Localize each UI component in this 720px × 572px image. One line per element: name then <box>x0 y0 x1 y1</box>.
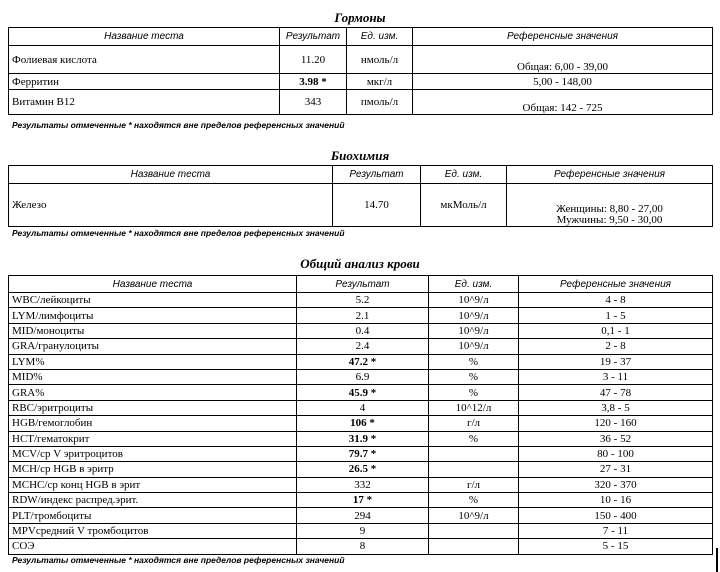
table-header-row <box>9 28 713 46</box>
header-result: Результат <box>280 28 347 46</box>
test-name: Фолиевая кислота <box>9 46 280 74</box>
test-unit: 10^9/л <box>429 308 519 323</box>
header-result: Результат <box>297 276 429 293</box>
test-name: MCH/ср HGB в эритр <box>9 462 297 477</box>
test-reference: 5,00 - 148,00 <box>413 74 713 90</box>
test-result: 9 <box>297 523 429 538</box>
reference-male: Мужчины: 9,50 - 30,00 <box>556 214 663 226</box>
test-name: GRA% <box>9 385 297 400</box>
header-test-name: Название теста <box>9 166 333 184</box>
test-reference: 320 - 370 <box>519 477 713 492</box>
table-row <box>9 90 713 115</box>
header-reference: Референсные значения <box>507 166 713 184</box>
test-unit: % <box>429 493 519 508</box>
test-result: 31.9 * <box>297 431 429 446</box>
test-result: 45.9 * <box>297 385 429 400</box>
test-name: LYM/лимфоциты <box>9 308 297 323</box>
table-row <box>9 385 713 400</box>
table-row <box>9 416 713 431</box>
table-header-row <box>9 276 713 293</box>
test-result: 5.2 <box>297 293 429 308</box>
out-of-range-note: Результаты отмеченные * находятся вне пределов референсных значений <box>12 228 345 238</box>
test-name: WBC/лейкоциты <box>9 293 297 308</box>
header-test-name: Название теста <box>9 28 280 46</box>
test-reference: 47 - 78 <box>519 385 713 400</box>
test-reference: 19 - 37 <box>519 354 713 369</box>
table-row <box>9 323 713 338</box>
test-name: СОЭ <box>9 539 297 554</box>
test-name: Железо <box>9 184 333 227</box>
test-unit <box>429 462 519 477</box>
test-name: RBC/эритроциты <box>9 400 297 415</box>
test-name: HCT/гематокрит <box>9 431 297 446</box>
test-name: MCV/ср V эритроцитов <box>9 446 297 461</box>
test-result: 17 * <box>297 493 429 508</box>
out-of-range-note: Результаты отмеченные * находятся вне пределов референсных значений <box>12 120 345 130</box>
test-result: 47.2 * <box>297 354 429 369</box>
test-result: 106 * <box>297 416 429 431</box>
table-row <box>9 431 713 446</box>
test-reference <box>507 184 713 227</box>
table-row <box>9 339 713 354</box>
test-unit: 10^9/л <box>429 339 519 354</box>
header-test-name: Название теста <box>9 276 297 293</box>
test-result: 343 <box>280 90 347 115</box>
header-result: Результат <box>333 166 421 184</box>
hormones-section <box>8 27 713 115</box>
test-unit: нмоль/л <box>347 46 413 74</box>
cbc-section <box>8 275 713 555</box>
table-row <box>9 293 713 308</box>
test-name: MID/моноциты <box>9 323 297 338</box>
test-result: 2.4 <box>297 339 429 354</box>
out-of-range-note: Результаты отмеченные * находятся вне пределов референсных значений <box>12 555 345 565</box>
cbc-table <box>8 275 713 555</box>
table-row <box>9 400 713 415</box>
test-name: RDW/индекс распред.эрит. <box>9 493 297 508</box>
test-reference: 7 - 11 <box>519 523 713 538</box>
test-unit: 10^12/л <box>429 400 519 415</box>
test-reference: 27 - 31 <box>519 462 713 477</box>
header-unit: Ед. изм. <box>347 28 413 46</box>
test-name: MID% <box>9 369 297 384</box>
test-reference: 0,1 - 1 <box>519 323 713 338</box>
table-row <box>9 523 713 538</box>
test-unit: г/л <box>429 416 519 431</box>
test-name: PLT/тромбоциты <box>9 508 297 523</box>
test-result: 8 <box>297 539 429 554</box>
test-unit: мкг/л <box>347 74 413 90</box>
test-result: 2.1 <box>297 308 429 323</box>
header-unit: Ед. изм. <box>421 166 507 184</box>
test-result: 332 <box>297 477 429 492</box>
table-row <box>9 493 713 508</box>
table-row <box>9 354 713 369</box>
hormones-table <box>8 27 713 115</box>
test-reference: 2 - 8 <box>519 339 713 354</box>
test-name: HGB/гемоглобин <box>9 416 297 431</box>
test-unit <box>429 523 519 538</box>
test-unit: % <box>429 354 519 369</box>
header-reference: Референсные значения <box>519 276 713 293</box>
test-reference: Общая: 6,00 - 39,00 <box>413 46 713 74</box>
table-row <box>9 539 713 554</box>
biochem-title: Биохимия <box>330 148 390 163</box>
test-unit: 10^9/л <box>429 323 519 338</box>
test-reference: 4 - 8 <box>519 293 713 308</box>
test-result: 294 <box>297 508 429 523</box>
test-result: 11.20 <box>280 46 347 74</box>
test-unit: пмоль/л <box>347 90 413 115</box>
test-unit: 10^9/л <box>429 508 519 523</box>
cbc-table-body <box>9 293 713 555</box>
test-unit: 10^9/л <box>429 293 519 308</box>
table-row <box>9 446 713 461</box>
biochem-table <box>8 165 713 227</box>
test-reference: 3 - 11 <box>519 369 713 384</box>
test-reference: 150 - 400 <box>519 508 713 523</box>
biochem-section <box>8 165 713 227</box>
table-row <box>9 462 713 477</box>
test-unit: % <box>429 431 519 446</box>
table-row <box>9 308 713 323</box>
test-reference: 36 - 52 <box>519 431 713 446</box>
test-unit: % <box>429 369 519 384</box>
test-unit <box>429 446 519 461</box>
header-reference: Референсные значения <box>413 28 713 46</box>
test-name: MPVсредний V тромбоцитов <box>9 523 297 538</box>
test-result: 4 <box>297 400 429 415</box>
test-name: Витамин В12 <box>9 90 280 115</box>
test-result: 0.4 <box>297 323 429 338</box>
test-result: 3.98 * <box>280 74 347 90</box>
table-row <box>9 477 713 492</box>
test-unit <box>429 539 519 554</box>
test-reference: 10 - 16 <box>519 493 713 508</box>
table-row <box>9 46 713 74</box>
header-unit: Ед. изм. <box>429 276 519 293</box>
table-row <box>9 508 713 523</box>
reference-female: Женщины: 8,80 - 27,00 <box>556 203 663 215</box>
table-row <box>9 74 713 90</box>
test-reference: 1 - 5 <box>519 308 713 323</box>
test-name: Ферритин <box>9 74 280 90</box>
cbc-title: Общий анализ крови <box>300 256 420 271</box>
test-result: 6.9 <box>297 369 429 384</box>
test-reference: 80 - 100 <box>519 446 713 461</box>
test-reference: 120 - 160 <box>519 416 713 431</box>
table-row <box>9 184 713 227</box>
test-result: 79.7 * <box>297 446 429 461</box>
test-name: LYM% <box>9 354 297 369</box>
test-result: 14.70 <box>333 184 421 227</box>
table-row <box>9 369 713 384</box>
page-edge-line <box>716 548 718 572</box>
table-header-row <box>9 166 713 184</box>
hormones-title: Гормоны <box>334 10 386 25</box>
test-reference: 5 - 15 <box>519 539 713 554</box>
test-result: 26.5 * <box>297 462 429 477</box>
test-reference: Общая: 142 - 725 <box>413 90 713 115</box>
test-name: GRA/гранулоциты <box>9 339 297 354</box>
test-unit: мкМоль/л <box>421 184 507 227</box>
test-unit: % <box>429 385 519 400</box>
test-unit: г/л <box>429 477 519 492</box>
test-reference: 3,8 - 5 <box>519 400 713 415</box>
test-name: MCHC/ср конц HGB в эрит <box>9 477 297 492</box>
